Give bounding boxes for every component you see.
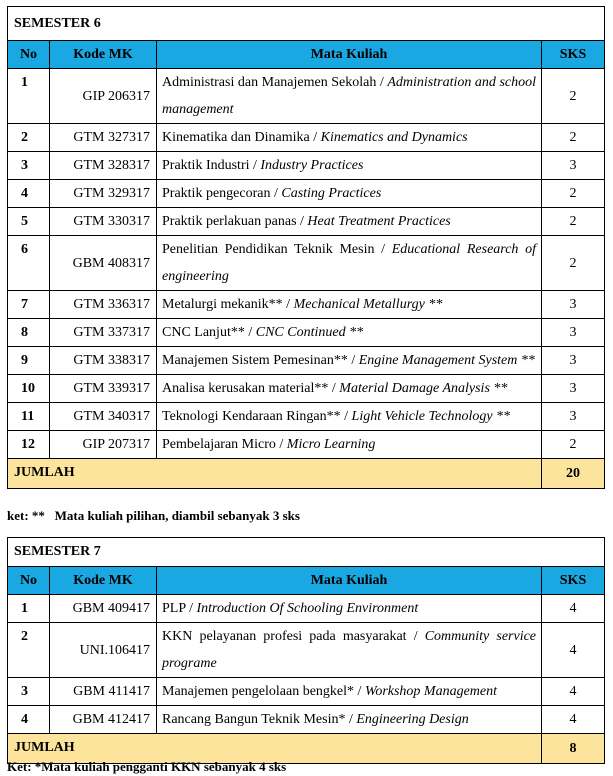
course-code: GBM 408317 <box>50 236 157 291</box>
table-row <box>8 69 605 124</box>
table-row <box>8 706 605 734</box>
course-name-id: Praktik pengecoran <box>162 186 271 201</box>
course-name: CNC Lanjut** / CNC Continued ** <box>157 319 542 347</box>
course-code: GTM 338317 <box>50 347 157 375</box>
row-number: 3 <box>8 678 50 706</box>
course-code: GTM 330317 <box>50 208 157 236</box>
course-sks: 2 <box>542 69 605 124</box>
course-name: PLP / Introduction Of Schooling Environment <box>157 595 542 623</box>
course-code: GTM 327317 <box>50 124 157 152</box>
row-number: 4 <box>8 180 50 208</box>
course-name: Penelitian Pendidikan Teknik Mesin / Educational Research of engineering <box>157 236 542 291</box>
course-name-en: Engineering Design <box>356 712 469 727</box>
course-sks: 2 <box>542 236 605 291</box>
row-number: 2 <box>8 623 50 678</box>
course-name-id: Pembelajaran Micro <box>162 437 276 452</box>
course-name: Administrasi dan Manajemen Sekolah / Administration and school management <box>157 69 542 124</box>
table-row <box>8 180 605 208</box>
course-name-en: Kinematics and Dynamics <box>320 130 468 145</box>
course-name: Metalurgi mekanik** / Mechanical Metallurgy ** <box>157 291 542 319</box>
course-name-id: Analisa kerusakan material** <box>162 381 329 396</box>
course-sks: 3 <box>542 152 605 180</box>
course-name-en: Material Damage Analysis ** <box>339 381 508 396</box>
course-name-id: Manajemen pengelolaan bengkel* <box>162 684 355 699</box>
course-code: GBM 411417 <box>50 678 157 706</box>
table-row <box>8 595 605 623</box>
semester-7-title: SEMESTER 7 <box>8 538 605 567</box>
row-number: 8 <box>8 319 50 347</box>
course-name: Manajemen pengelolaan bengkel* / Workshop Management <box>157 678 542 706</box>
course-name-id: Administrasi dan Manajemen Sekolah <box>162 75 377 90</box>
course-sks: 3 <box>542 291 605 319</box>
course-sks: 3 <box>542 375 605 403</box>
course-name-en: Workshop Management <box>364 684 498 699</box>
total-row <box>8 459 605 489</box>
row-number: 9 <box>8 347 50 375</box>
course-name: Pembelajaran Micro / Micro Learning <box>157 431 542 459</box>
header-no: No <box>8 567 50 595</box>
course-name: Praktik perlakuan panas / Heat Treatment Practices <box>157 208 542 236</box>
course-sks: 4 <box>542 678 605 706</box>
course-name-id: KKN pelayanan profesi pada masyarakat <box>162 629 407 644</box>
table-header <box>8 567 605 595</box>
course-sks: 3 <box>542 319 605 347</box>
course-name-en: CNC Continued ** <box>255 325 364 340</box>
course-code: GTM 337317 <box>50 319 157 347</box>
course-code: GTM 340317 <box>50 403 157 431</box>
semester-7-note: Ket: *Mata kuliah pengganti KKN sebanyak 4 sks <box>7 759 287 774</box>
course-name-id: Manajemen Sistem Pemesinan** <box>162 353 348 368</box>
course-name: Manajemen Sistem Pemesinan** / Engine Management System ** <box>157 347 542 375</box>
table-row <box>8 431 605 459</box>
semester-6-rows <box>8 69 605 459</box>
course-sks: 4 <box>542 706 605 734</box>
header-kode: Kode MK <box>50 41 157 69</box>
course-code: UNI.106417 <box>50 623 157 678</box>
semester-6-title: SEMESTER 6 <box>8 7 605 41</box>
table-row <box>8 152 605 180</box>
course-sks: 4 <box>542 623 605 678</box>
course-code: GTM 329317 <box>50 180 157 208</box>
row-number: 4 <box>8 706 50 734</box>
course-sks: 3 <box>542 403 605 431</box>
course-code: GTM 328317 <box>50 152 157 180</box>
row-number: 10 <box>8 375 50 403</box>
table-row <box>8 375 605 403</box>
row-number: 6 <box>8 236 50 291</box>
course-name: Praktik pengecoran / Casting Practices <box>157 180 542 208</box>
total-value: 20 <box>542 459 605 489</box>
table-row <box>8 623 605 678</box>
course-name-en: Educational Research of engineering <box>162 242 536 284</box>
table-row <box>8 236 605 291</box>
course-code: GTM 339317 <box>50 375 157 403</box>
course-sks: 2 <box>542 208 605 236</box>
semester-6-note: ket: ** Mata kuliah pilihan, diambil sebanyak 3 sks <box>7 508 300 523</box>
total-label: JUMLAH <box>8 459 542 489</box>
course-sks: 2 <box>542 180 605 208</box>
table-row <box>8 208 605 236</box>
course-name-id: Teknologi Kendaraan Ringan** <box>162 409 341 424</box>
course-name-id: Praktik perlakuan panas <box>162 214 297 229</box>
semester-7-table <box>7 537 605 764</box>
course-name-en: Casting Practices <box>281 186 382 201</box>
course-name-id: Kinematika dan Dinamika <box>162 130 310 145</box>
header-sks: SKS <box>542 41 605 69</box>
course-name-id: Rancang Bangun Teknik Mesin* <box>162 712 346 727</box>
course-name: KKN pelayanan profesi pada masyarakat / Community service programe <box>157 623 542 678</box>
course-name-en: Administration and school management <box>162 75 537 117</box>
course-code: GBM 412417 <box>50 706 157 734</box>
course-name-id: PLP <box>162 601 186 616</box>
course-sks: 4 <box>542 595 605 623</box>
course-sks: 3 <box>542 347 605 375</box>
table-header <box>8 41 605 69</box>
course-name-en: Engine Management System ** <box>358 353 535 368</box>
course-name-en: Community service programe <box>162 629 537 671</box>
total-value: 8 <box>542 734 605 764</box>
semester-6-table <box>7 6 605 489</box>
course-name-en: Mechanical Metallurgy ** <box>293 297 443 312</box>
row-number: 2 <box>8 124 50 152</box>
header-mata-kuliah: Mata Kuliah <box>157 41 542 69</box>
course-code: GIP 207317 <box>50 431 157 459</box>
table-row <box>8 319 605 347</box>
header-sks: SKS <box>542 567 605 595</box>
table-row <box>8 403 605 431</box>
course-name-en: Introduction Of Schooling Environment <box>196 601 419 616</box>
header-kode: Kode MK <box>50 567 157 595</box>
table-row <box>8 347 605 375</box>
row-number: 1 <box>8 69 50 124</box>
course-code: GTM 336317 <box>50 291 157 319</box>
course-name-en: Heat Treatment Practices <box>307 214 451 229</box>
course-code: GIP 206317 <box>50 69 157 124</box>
course-name: Analisa kerusakan material** / Material Damage Analysis ** <box>157 375 542 403</box>
header-mata-kuliah: Mata Kuliah <box>157 567 542 595</box>
semester-7-rows <box>8 595 605 734</box>
table-row <box>8 124 605 152</box>
course-name: Teknologi Kendaraan Ringan** / Light Vehicle Technology ** <box>157 403 542 431</box>
total-label: JUMLAH <box>8 734 542 764</box>
header-no: No <box>8 41 50 69</box>
table-row <box>8 291 605 319</box>
course-name-en: Light Vehicle Technology ** <box>351 409 511 424</box>
course-code: GBM 409417 <box>50 595 157 623</box>
course-name-id: Praktik Industri <box>162 158 250 173</box>
row-number: 1 <box>8 595 50 623</box>
row-number: 5 <box>8 208 50 236</box>
course-name-id: Penelitian Pendidikan Teknik Mesin <box>162 242 375 257</box>
course-name-en: Micro Learning <box>286 437 376 452</box>
course-name: Rancang Bangun Teknik Mesin* / Engineering Design <box>157 706 542 734</box>
row-number: 7 <box>8 291 50 319</box>
row-number: 3 <box>8 152 50 180</box>
table-row <box>8 678 605 706</box>
course-name-en: Industry Practices <box>260 158 364 173</box>
row-number: 11 <box>8 403 50 431</box>
course-sks: 2 <box>542 124 605 152</box>
course-sks: 2 <box>542 431 605 459</box>
row-number: 12 <box>8 431 50 459</box>
course-name-id: CNC Lanjut** <box>162 325 245 340</box>
course-name-id: Metalurgi mekanik** <box>162 297 283 312</box>
course-name: Praktik Industri / Industry Practices <box>157 152 542 180</box>
course-name: Kinematika dan Dinamika / Kinematics and Dynamics <box>157 124 542 152</box>
